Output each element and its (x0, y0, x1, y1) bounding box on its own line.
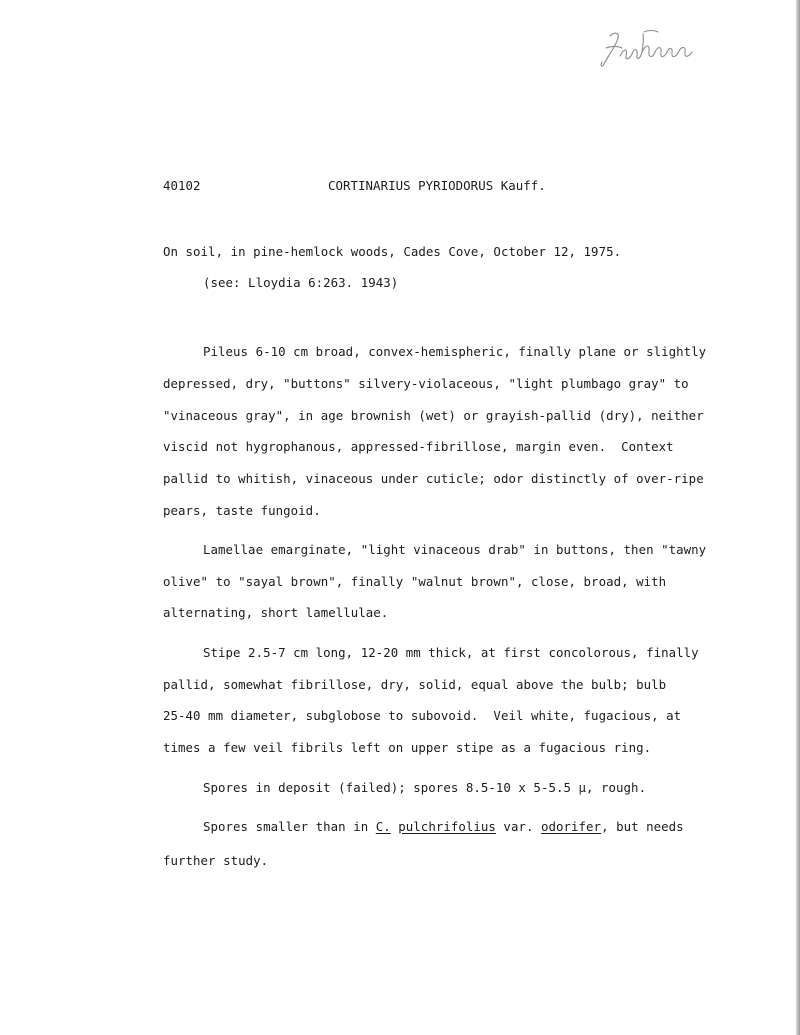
note-prefix: Spores smaller than in (203, 819, 376, 834)
lamellae-line: Lamellae emarginate, "light vinaceous drab" in buttons, then "tawny (203, 542, 707, 557)
stipe-line: times a few veil fibrils left on upper stipe as a fugacious ring. (163, 740, 652, 755)
note-line (203, 819, 684, 835)
pileus-line: pallid to whitish, vinaceous under cuticle; odor distinctly of over-ripe (163, 471, 704, 486)
accession-number: 40102 (163, 178, 201, 193)
species-epithet: pulchrifolius (398, 819, 496, 834)
lamellae-line: olive" to "sayal brown", finally "walnut brown", close, broad, with (163, 574, 667, 589)
note-line-2: further study. (163, 853, 269, 868)
pileus-line: "vinaceous gray", in age brownish (wet) or grayish-pallid (dry), neither (163, 408, 704, 423)
pileus-line: viscid not hygrophanous, appressed-fibrillose, margin even. Context (163, 439, 674, 454)
pileus-line: Pileus 6-10 cm broad, convex-hemispheric, finally plane or slightly (203, 344, 707, 359)
stipe-line: Stipe 2.5-7 cm long, 12-20 mm thick, at first concolorous, finally (203, 645, 699, 660)
page-edge-shadow (796, 0, 800, 1035)
handwritten-signature (596, 26, 706, 72)
pileus-line: depressed, dry, "buttons" silvery-violaceous, "light plumbago gray" to (163, 376, 689, 391)
note-suffix: , but needs (601, 819, 684, 834)
lamellae-line: alternating, short lamellulae. (163, 605, 389, 620)
collection-line: On soil, in pine-hemlock woods, Cades Cove, October 12, 1975. (163, 244, 622, 259)
pileus-line: pears, taste fungoid. (163, 503, 321, 518)
genus-abbrev: C. (375, 819, 391, 834)
species-title: CORTINARIUS PYRIODORUS Kauff. (328, 178, 546, 193)
spores-line: Spores in deposit (failed); spores 8.5-10 x 5-5.5 µ, rough. (203, 780, 647, 795)
variety-epithet: odorifer (540, 819, 602, 834)
note-mid: var. (495, 819, 541, 834)
stipe-line: pallid, somewhat fibrillose, dry, solid, equal above the bulb; bulb (163, 677, 667, 692)
reference-line: (see: Lloydia 6:263. 1943) (203, 275, 399, 290)
stipe-line: 25-40 mm diameter, subglobose to subovoid. Veil white, fugacious, at (163, 708, 682, 723)
